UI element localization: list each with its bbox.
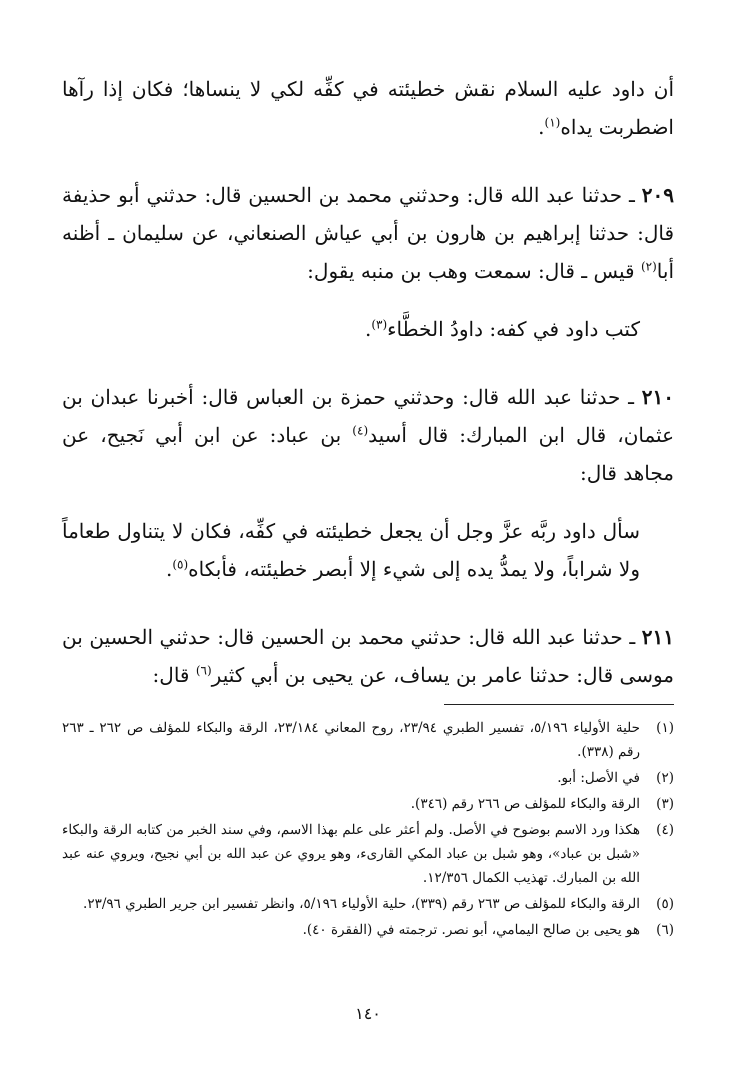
quote-end: .: [165, 557, 173, 581]
hadith-210: [62, 378, 674, 492]
quote-210: [62, 512, 674, 588]
quote-209: [62, 310, 674, 348]
footnote-4: [62, 818, 674, 890]
quote-end: .: [364, 317, 372, 341]
hadith-number: ٢١١: [641, 625, 674, 649]
footnote-mark: (٣): [656, 796, 674, 812]
footnote-ref[interactable]: (٥): [172, 557, 189, 572]
main-text: [62, 70, 674, 694]
quote-text: كتب داود في كفه: داودُ الخطَّاء: [387, 317, 640, 341]
footnote-text: في الأصل: أبو.: [557, 770, 640, 786]
paragraph-text: أن داود عليه السلام نقش خطيئته في كفِّه لكي لا ينساها؛ فكان إذا رآها اضطربت يداه: [62, 77, 674, 139]
footnote-mark: (٥): [656, 896, 674, 912]
footnote-separator: [444, 704, 674, 705]
footnote-text: هكذا ورد الاسم بوضوح في الأصل. ولم أعثر على علم بهذا الاسم، وفي سند الخبر من كتابه الرقة والبكاء «شبل بن عباد»، وهو شبل بن عباد المكي القارىء، وهو يروي عن عبد الله بن أبي نجيح، ويروي عنه عبد الله بن المبارك. تهذيب الكمال ١٢/٣٥٦.: [62, 822, 640, 886]
footnote-text: حلية الأولياء ٥/١٩٦، تفسير الطبري ٢٣/٩٤، روح المعاني ٢٣/١٨٤، الرقة والبكاء للمؤلف ص ٢٦٢ ـ ٢٦٣ رقم (٣٣٨).: [62, 720, 640, 760]
footnote-text: الرقة والبكاء للمؤلف ص ٢٦٣ رقم (٣٣٩)، حلية الأولياء ٥/١٩٦، وانظر تفسير ابن جرير الطبري ٢٣/٩٦.: [83, 896, 640, 912]
footnote-ref[interactable]: (٣): [371, 317, 388, 332]
footnote-text: هو يحيى بن صالح اليمامي، أبو نصر. ترجمته في (الفقرة ٤٠).: [302, 922, 640, 938]
footnote-ref[interactable]: (٢): [640, 259, 657, 274]
footnote-5: [62, 892, 674, 916]
footnotes: [62, 716, 674, 944]
page-number: ١٤٠: [355, 1004, 381, 1023]
footnote-1: [62, 716, 674, 764]
footnote-mark: (٢): [656, 770, 674, 786]
footnote-mark: (٦): [656, 922, 674, 938]
hadith-number: ٢٠٩: [641, 183, 674, 207]
footnote-mark: (٤): [656, 822, 674, 838]
isnad-text: ـ حدثنا عبد الله قال: حدثني محمد بن الحسين قال: حدثني الحسين بن موسى قال: حدثنا عامر بن يساف، عن يحيى بن أبي كثير: [62, 625, 674, 687]
isnad-text: ـ حدثنا عبد الله قال: وحدثني محمد بن الحسين قال: حدثني أبو حذيفة قال: حدثنا إبراهيم بن هارون بن أبي عياش الصنعاني، عن سليمان ـ أظنه أبا: [62, 183, 674, 283]
footnote-3: [62, 792, 674, 816]
footnote-6: [62, 918, 674, 942]
hadith-209: [62, 176, 674, 290]
footnote-ref[interactable]: (٤): [352, 423, 369, 438]
hadith-211: [62, 618, 674, 694]
hadith-number: ٢١٠: [641, 385, 674, 409]
footnote-ref[interactable]: (٦): [195, 663, 212, 678]
footnote-mark: (١): [656, 720, 674, 736]
isnad-text: بن عباد: عن ابن أبي نَجيح، عن مجاهد قال:: [62, 423, 674, 485]
paragraph-continuation: [62, 70, 674, 146]
footnote-ref[interactable]: (١): [544, 115, 561, 130]
footnote-2: [62, 766, 674, 790]
quote-text: سأل داود ربَّه عزَّ وجل أن يجعل خطيئته في كفِّه، فكان لا يتناول طعاماً ولا شراباً، ولا يمدُّ يده إلى شيء إلا أبصر خطيئته، فأبكاه: [62, 519, 640, 581]
isnad-text: قال:: [152, 663, 196, 687]
footnote-text: الرقة والبكاء للمؤلف ص ٢٦٦ رقم (٣٤٦).: [410, 796, 640, 812]
isnad-text: ـ حدثنا عبد الله قال: وحدثني حمزة بن العباس قال: أخبرنا عبدان بن عثمان، قال ابن المبارك: قال أسيد: [62, 385, 675, 447]
isnad-text: قيس ـ قال: سمعت وهب بن منبه يقول:: [307, 259, 641, 283]
paragraph-end: .: [538, 115, 545, 139]
